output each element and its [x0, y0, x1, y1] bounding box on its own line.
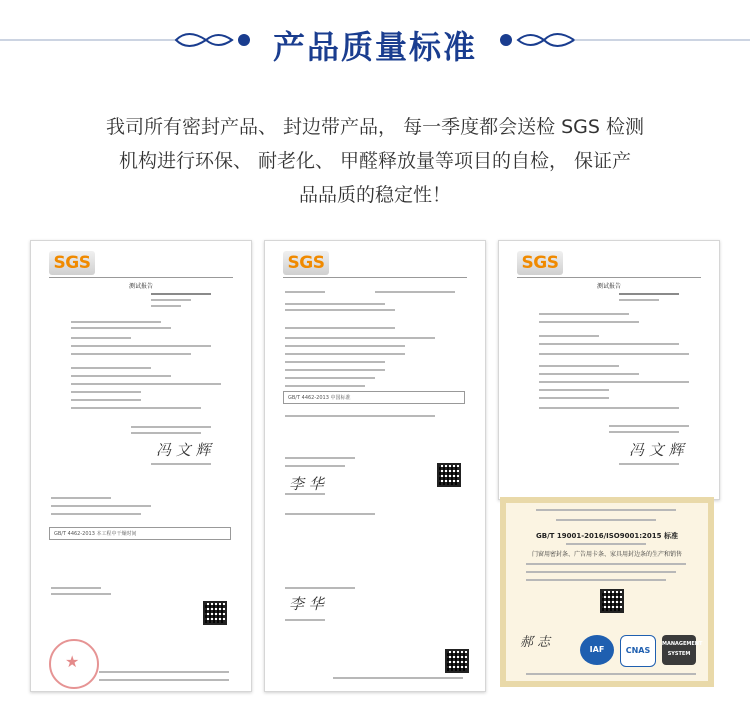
report-title: 测试报告: [128, 283, 153, 290]
sgs-logo: SGS: [49, 251, 95, 275]
divider: [49, 277, 233, 278]
signature: 冯 文 辉: [156, 441, 211, 459]
section-header: [0, 18, 750, 70]
intro-line: 我司所有密封产品、 封边带产品， 每一季度都会送检 SGS 检测: [105, 116, 644, 138]
iaf-badge: IAF: [580, 635, 614, 665]
qr-code: [445, 649, 469, 673]
sgs-report-1[interactable]: [30, 240, 252, 692]
intro-paragraph: [60, 110, 690, 212]
test-table: GB/T 4462-2013 中国标准: [283, 391, 465, 404]
sgs-logo: SGS: [283, 251, 329, 275]
signature: 李 华: [289, 475, 324, 493]
iso-scope: 门窗用密封条、广告用卡条、家具用封边条的生产和销售: [531, 551, 682, 558]
signature: 李 华: [289, 595, 324, 613]
signature: 冯 文 辉: [629, 441, 684, 459]
qr-code: [600, 589, 624, 613]
management-system-badge: MANAGEMENT SYSTEM: [662, 635, 696, 665]
divider: [517, 277, 701, 278]
qr-code: [203, 601, 227, 625]
intro-line: 品品质的稳定性！: [298, 184, 451, 206]
intro-line: 机构进行环保、 耐老化、 甲醛释放量等项目的自检， 保证产: [118, 150, 632, 172]
sgs-logo: SGS: [517, 251, 563, 275]
qr-code: [437, 463, 461, 487]
iso-standard-heading: GB/T 19001-2016/ISO9001:2015 标准: [536, 532, 678, 540]
cnas-badge: CNAS: [620, 635, 656, 667]
official-stamp: [49, 639, 99, 689]
sgs-report-3[interactable]: [498, 240, 720, 500]
iso-certificate[interactable]: [500, 497, 714, 687]
right-ornament-icon: [480, 18, 750, 70]
test-table: GB/T 4462-2013 本工程中干燥时间: [49, 527, 231, 540]
divider: [283, 277, 467, 278]
signature: 郝 志: [520, 635, 551, 650]
sgs-report-2[interactable]: [264, 240, 486, 692]
report-title: 测试报告: [596, 283, 621, 290]
page-title: 产品质量标准: [272, 28, 477, 66]
